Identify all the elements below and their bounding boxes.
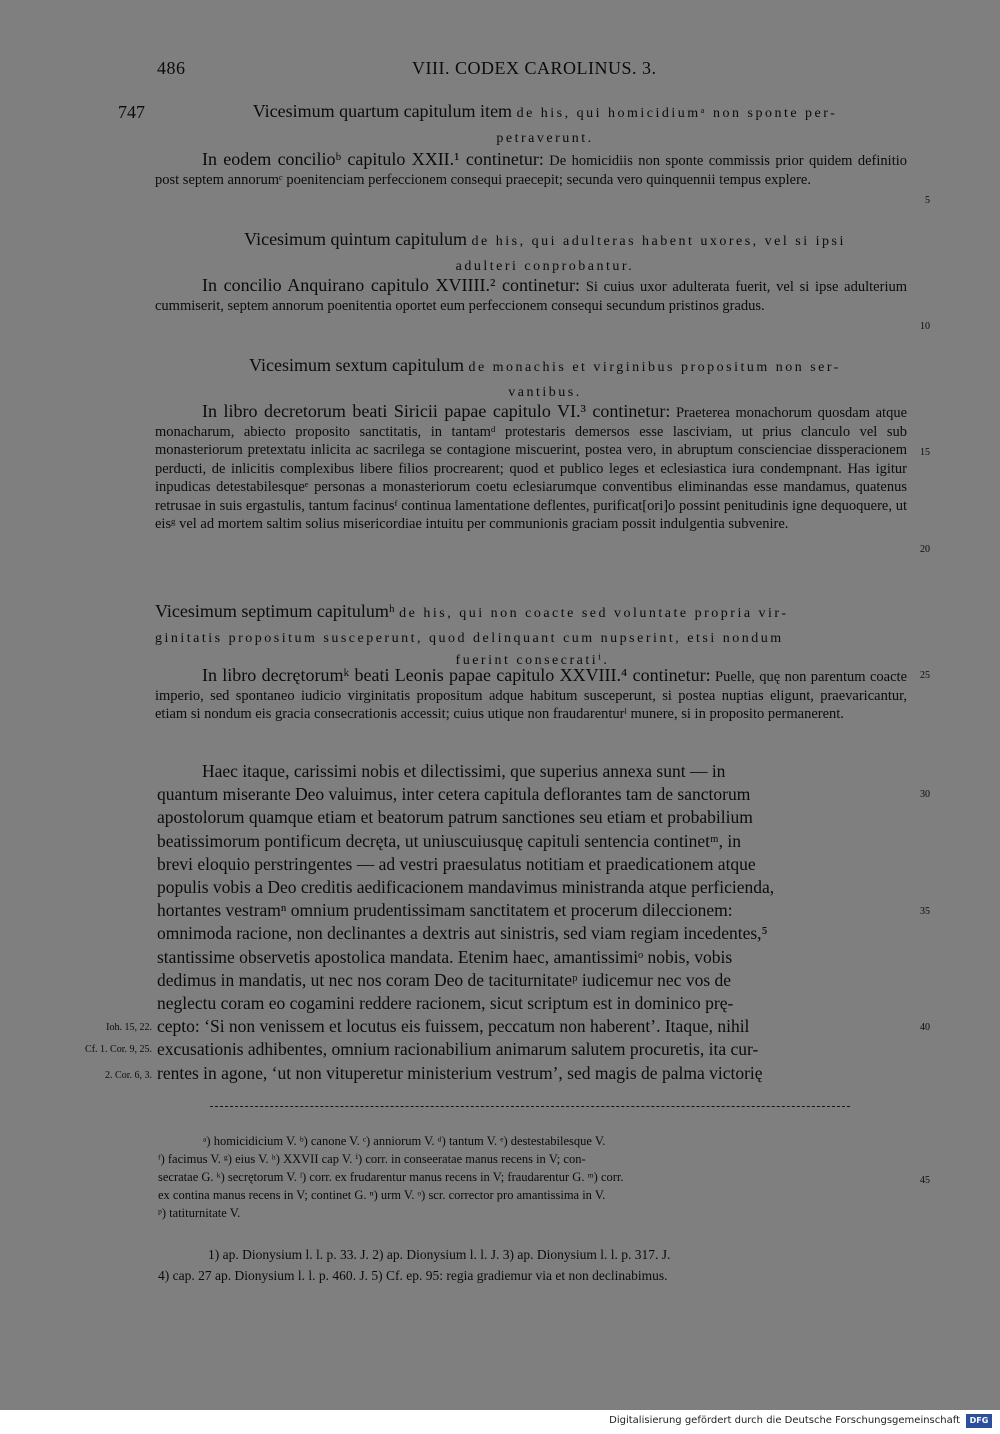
line-number: 5 [925, 195, 930, 206]
section-body: De homicidiis non sponte commissis prior quidem definitio post septem annorumᶜ poenitenciam perfeccionem consequi praecepit; secunda vero quinquennii tempus explere. [155, 153, 907, 188]
footnote-line: ᵃ) homicidicium V. ᵇ) canone V. ᶜ) anniorum V. ᵈ) tantum V. ᵉ) destestabilesque V. [203, 1134, 606, 1148]
dfg-logo: DFG [966, 1414, 992, 1428]
footnotes [158, 1132, 908, 1222]
rubric-line3: fuerint consecratiⁱ. [455, 653, 610, 668]
rubric-27 [155, 600, 910, 672]
footnote-line: ex contina manus recens in V; continet G. ⁿ) urm V. ᵒ) scr. corrector pro amantissima in V. [158, 1188, 606, 1202]
footnote-line: ᵖ) tatiturnitate V. [158, 1206, 241, 1220]
section-25-text [155, 276, 907, 315]
line-number: 40 [920, 1022, 930, 1033]
rubric-main: Vicesimum sextum capitulum [249, 355, 464, 375]
margin-ref: 2. Cor. 6, 3. [105, 1070, 152, 1081]
main-line: excusationis adhibentes, omnium racionabilium animarum salutem procuretis, ita cur- [157, 1039, 759, 1060]
section-lead: In eodem concilioᵇ capitulo XXII.¹ continetur: [202, 149, 544, 169]
main-line: quantum miserante Deo valuimus, inter cetera capitula deflorantes tam de sanctorum [157, 784, 751, 805]
line-number: 10 [920, 321, 930, 332]
rubric-25 [180, 228, 910, 278]
rubric-line2: adulteri conprobantur. [455, 259, 635, 274]
rubric-rest: de his, qui homicidiumᵃ non sponte per- [516, 106, 838, 121]
line-number: 35 [920, 906, 930, 917]
main-line: hortantes vestramⁿ omnium prudentissimam sanctitatem et procerum dileccionem: [157, 900, 733, 921]
rubric-line2: ginitatis propositum susceperunt, quod delinquant cum nupserint, etsi nondum [155, 631, 784, 646]
line-number: 15 [920, 447, 930, 458]
reference-line: 4) cap. 27 ap. Dionysium l. l. p. 460. J. 5) Cf. ep. 95: regia gradiemur via et non declinabimus. [158, 1268, 668, 1283]
rubric-26 [180, 354, 910, 404]
section-lead: In libro decrętorumᵏ beati Leonis papae capitulo XXVIII.⁴ continetur: [202, 665, 711, 685]
rubric-line2: petraverunt. [496, 131, 594, 146]
rubric-line2: vantibus. [508, 385, 582, 400]
rubric-main: Vicesimum quintum capitulum [244, 229, 468, 249]
footnote-divider [210, 1106, 850, 1107]
references [158, 1244, 908, 1286]
main-line: omnimoda racione, non declinantes a dextris aut sinistris, sed viam regiam incedentes,⁵ [157, 923, 768, 944]
section-body: Puelle, quę non parentum coacte imperio, sed spontaneo iudicio virginitatis propositum adque habitum susceperunt, si postea nuptias eligunt, praevaricantur, etiam si nondum eis gracia consecrationis accessit; cuius utique non fraudarenturˡ munere, si in proposito permanerent. [155, 669, 908, 722]
rubric-24 [180, 100, 910, 150]
main-line: beatissimorum pontificum decręta, ut uniuscuiusquę capituli sentencia continetᵐ, in [157, 830, 741, 851]
section-27-text [155, 666, 907, 724]
margin-ref: Cf. 1. Cor. 9, 25. [85, 1044, 152, 1055]
credit-bar [0, 1410, 1000, 1434]
section-lead: In concilio Anquirano capitulo XVIIII.² continetur: [202, 275, 581, 295]
section-body: Praeterea monachorum quosdam atque monacharum, abiecto proposito sanctitatis, in tantamᵈ protestaris demersos esse lasciviam, ut prius clanculo vel sub monasteriorum pretextatu inlicita ac sacrilega se contagione miscuerint, postea vero, in abruptum conscienciae dissperacionem perducti, de inlicitis complexibus libere filios procrearent; quod et publico leges et eclesiastica iura condempnant. Has igitur inpudicas detestabilesqueᵉ personas a monasteriorum coetu eclesiarumque conventibus eliminandas esse mandamus, quatenus retrusae in suis ergastulis, tantum facinusᶠ continua lamentatione deflentes, purificat[ori]o possint penitudinis igne dequoquere, ut eisᵍ vel ad mortem saltim solius misericordiae intuitu per communionis graciam possit indulgentia subvenire. [155, 405, 908, 532]
rubric-rest: de monachis et virginibus propositum non ser- [468, 360, 841, 375]
rubric-main: Vicesimum septimum capitulumʰ [155, 601, 395, 621]
line-number: 30 [920, 789, 930, 800]
section-26-text [155, 402, 907, 534]
running-title: VIII. CODEX CAROLINUS. 3. [412, 58, 657, 78]
main-text [157, 760, 909, 1085]
main-line: rentes in agone, ‘ut non vituperetur ministerium vestrum’, sed magis de palma victorię [157, 1062, 763, 1083]
margin-ref: Ioh. 15, 22. [106, 1022, 152, 1033]
section-24-text [155, 150, 907, 189]
section-body: Si cuius uxor adulterata fuerit, vel si ipse adulterium cummiserit, septem annorum poenitentia oportet eum perfeccionem consequi secundum pristinos gradus. [155, 279, 908, 314]
main-line: neglectu coram eo cogamini reddere racionem, sicut scriptum est in dominico prę- [157, 993, 734, 1014]
rubric-rest: de his, qui adulteras habent uxores, vel si ipsi [471, 234, 846, 249]
main-line: apostolorum quamque etiam et beatorum patrum sanctiones seu etiam et probabilium [157, 807, 753, 828]
main-line: stantissime observetis apostolica mandata. Etenim haec, amantissimiᵒ nobis, vobis [157, 946, 733, 967]
line-number: 25 [920, 670, 930, 681]
footnote-line: secratae G. ᵏ) secrętorum V. ˡ) corr. ex frudarentur manus recens in V; fraudarentur G. ᵐ) corr. [158, 1170, 624, 1184]
footnote-line: ᶠ) facimus V. ᵍ) eius V. ʰ) XXVII cap V. ⁱ) corr. in conseeratae manus recens in V; con- [158, 1152, 586, 1166]
rubric-rest: de his, qui non coacte sed voluntate propria vir- [399, 606, 789, 621]
rubric-main: Vicesimum quartum capitulum item [252, 101, 513, 121]
section-lead: In libro decretorum beati Siricii papae capitulo VI.³ continetur: [202, 401, 671, 421]
line-number: 45 [920, 1175, 930, 1186]
main-line: brevi eloquio perstringentes — ad vestri praesulatus notitiam et praedicationem atque [157, 853, 756, 874]
section-side-number: 747 [118, 102, 145, 122]
main-line: populis vobis a Deo creditis aedificacionem mandavimus ministranda atque perficienda, [157, 877, 775, 898]
main-line: dedimus in mandatis, ut nec nos coram Deo de taciturnitateᵖ iudicemur nec vos de [157, 969, 732, 990]
main-line: cepto: ‘Si non venissem et locutus eis fuissem, peccatum non haberent’. Itaque, nihil [157, 1016, 750, 1037]
main-line: Haec itaque, carissimi nobis et dilectissimi, que superius annexa sunt — in [202, 761, 726, 781]
digitization-credit: Digitalisierung gefördert durch die Deutsche Forschungsgemeinschaft [609, 1415, 960, 1426]
reference-line: 1) ap. Dionysium l. l. p. 33. J. 2) ap. Dionysium l. l. J. 3) ap. Dionysium l. l. p. 317. J. [208, 1247, 671, 1262]
line-number: 20 [920, 544, 930, 555]
page-number: 486 [157, 58, 186, 78]
